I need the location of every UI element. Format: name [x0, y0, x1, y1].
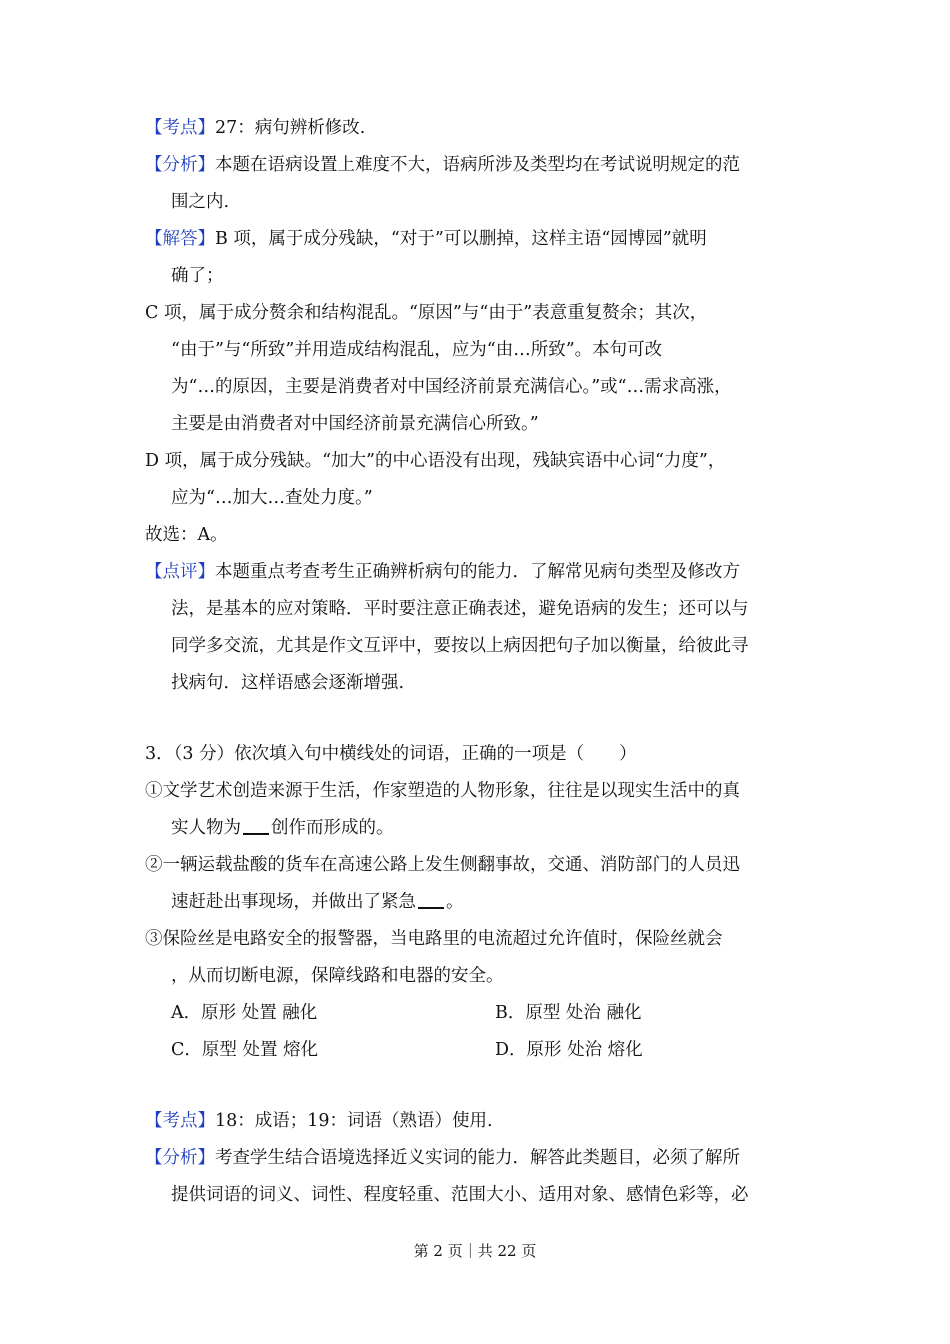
option-d: D．原形 处治 熔化	[495, 1040, 643, 1060]
page-footer: 第 2 页｜共 22 页	[413, 1242, 537, 1260]
dianping-tag: 【点评】	[145, 562, 215, 582]
guxuan: 故选：A。	[145, 525, 228, 545]
dianping-line3: 同学多交流，尤其是作文互评中，要按以上病因把句子加以衡量，给彼此寻	[171, 636, 749, 656]
jieda-line1: B 项，属于成分残缺，“对于”可以删掉，这样主语“园博园”就明	[215, 229, 707, 249]
s3-line2: ，从而切断电源，保障线路和电器的安全。	[171, 966, 504, 986]
fenxi-2	[145, 1140, 810, 1214]
d-line2: 应为“…加大…查处力度。”	[171, 488, 373, 508]
s1-line1: ①文学艺术创造来源于生活，作家塑造的人物形象，往往是以现实生活中的真	[145, 781, 740, 801]
dianping-line2: 法，是基本的应对策略．平时要注意正确表述，避免语病的发生；还可以与	[171, 599, 749, 619]
kaodian-text: 27：病句辨析修改.	[215, 118, 366, 138]
s1-line2-start: 实人物为	[171, 818, 241, 838]
kaodian-2	[145, 1103, 810, 1140]
c-line1: C 项，属于成分赘余和结构混乱。“原因”与“由于”表意重复赘余；其次，	[145, 303, 708, 323]
s2-line2-start: 速赶赴出事现场，并做出了紧急	[171, 892, 416, 912]
d-line1: D 项，属于成分残缺。“加大”的中心语没有出现，残缺宾语中心词“力度”，	[145, 451, 726, 471]
option-b: B．原型 处治 融化	[495, 1003, 642, 1023]
jieda-line2: 确了；	[171, 266, 224, 286]
dianping-line4: 找病句．这样语感会逐渐增强.	[171, 673, 405, 693]
fenxi-2-tag: 【分析】	[145, 1148, 215, 1168]
kaodian-1	[145, 110, 810, 147]
fill-blank-1	[243, 832, 269, 835]
option-c: C．原型 处置 熔化	[171, 1040, 319, 1060]
fenxi-line2: 围之内.	[171, 192, 230, 212]
q3-sentence2	[145, 847, 810, 921]
c-line3: 为“…的原因，主要是消费者对中国经济前景充满信心。”或“…需求高涨，	[171, 377, 732, 397]
fill-blank-2	[418, 906, 444, 909]
question3-stem: 3．（3 分）依次填入句中横线处的词语，正确的一项是（ ）	[145, 744, 637, 764]
c-item	[145, 295, 810, 443]
s1-line2-end: 创作而形成的。	[271, 818, 394, 838]
option-a: A．原形 处置 融化	[171, 1003, 318, 1023]
s2-line1: ②一辆运载盐酸的货车在高速公路上发生侧翻事故，交通、消防部门的人员迅	[145, 855, 740, 875]
fenxi-line1: 本题在语病设置上难度不大，语病所涉及类型均在考试说明规定的范	[215, 155, 740, 175]
q3-sentence3	[145, 921, 810, 995]
jieda-1	[145, 221, 810, 295]
s3-line1: ③保险丝是电路安全的报警器，当电路里的电流超过允许值时，保险丝就会	[145, 929, 723, 949]
kaodian-2-text: 18：成语；19：词语（熟语）使用.	[215, 1111, 493, 1131]
fenxi-tag: 【分析】	[145, 155, 215, 175]
fenxi-2-line1: 考查学生结合语境选择近义实词的能力．解答此类题目，必须了解所	[215, 1148, 740, 1168]
kaodian-tag: 【考点】	[145, 118, 215, 138]
q3-sentence1	[145, 773, 810, 847]
kaodian-2-tag: 【考点】	[145, 1111, 215, 1131]
c-line2: “由于”与“所致”并用造成结构混乱，应为“由…所致”。本句可改	[171, 340, 663, 360]
s2-line2-end: 。	[446, 892, 464, 912]
d-item	[145, 443, 810, 517]
fenxi-1	[145, 147, 810, 221]
s1-line2	[145, 810, 810, 847]
dianping-line1: 本题重点考查考生正确辨析病句的能力．了解常见病句类型及修改方	[215, 562, 740, 582]
s2-line2	[145, 884, 810, 921]
c-line4: 主要是由消费者对中国经济前景充满信心所致。”	[171, 414, 539, 434]
fenxi-2-line2: 提供词语的词义、词性、程度轻重、范围大小、适用对象、感情色彩等，必	[171, 1185, 749, 1205]
dianping-1	[145, 554, 810, 702]
jieda-tag: 【解答】	[145, 229, 215, 249]
